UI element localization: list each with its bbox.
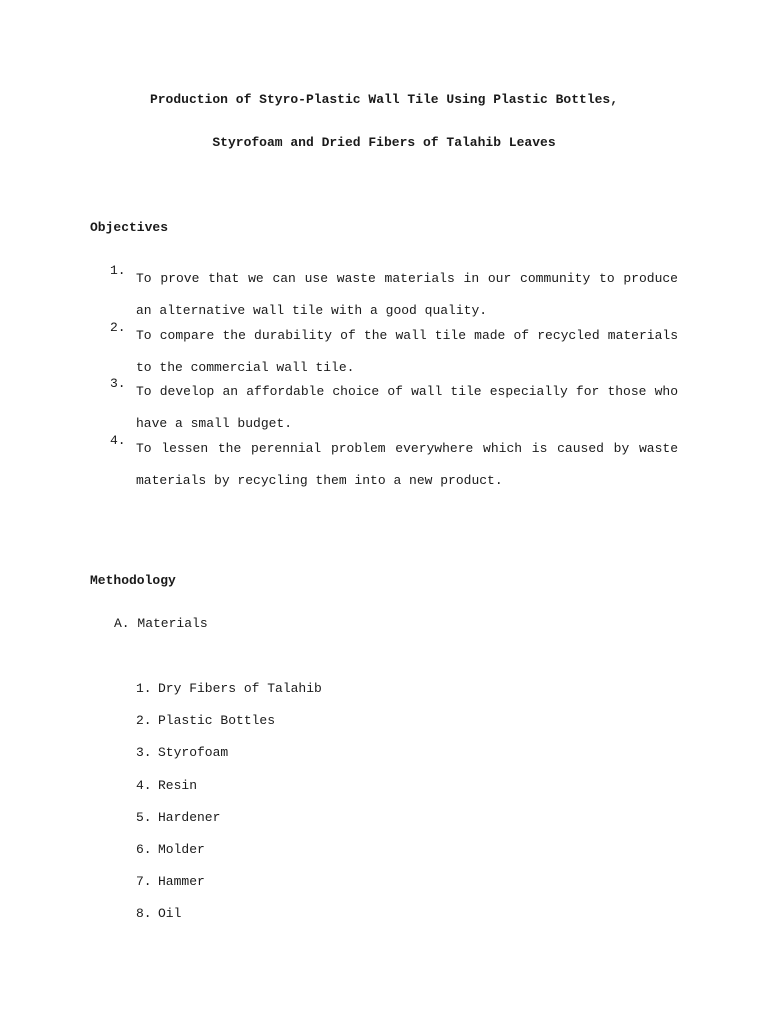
list-item: [136, 842, 322, 874]
methodology-heading: Methodology: [90, 573, 176, 588]
document-title-line-1: Production of Styro-Plastic Wall Tile Using Plastic Bottles,: [149, 92, 619, 107]
list-item-number: 8.: [136, 906, 152, 922]
list-item: [136, 874, 322, 906]
objective-text: To compare the durability of the wall tile made of recycled materials to the commercial wall tile.: [136, 327, 678, 375]
list-item-number: 3.: [136, 745, 152, 761]
list-item-number: 2.: [136, 713, 152, 729]
objective-item-4: [110, 433, 678, 498]
document-title-line-2: Styrofoam and Dried Fibers of Talahib Leaves: [212, 135, 556, 150]
list-item-text: Plastic Bottles: [158, 713, 276, 729]
list-item: [136, 810, 322, 842]
list-item-number: 1.: [136, 681, 152, 696]
list-item: [136, 713, 322, 745]
list-item-text: Hardener: [158, 809, 221, 825]
objective-item-3: [110, 376, 678, 441]
objective-text: To develop an affordable choice of wall tile especially for those who have a small budget.: [136, 384, 678, 432]
objectives-list: [110, 263, 678, 497]
list-item-number: 6.: [136, 841, 152, 857]
objective-item-2: [110, 320, 678, 385]
list-item-number: 5.: [136, 809, 152, 825]
list-item-number: 4.: [136, 777, 152, 793]
list-item-text: Oil: [158, 906, 182, 922]
list-item: [136, 906, 322, 938]
objective-number: 4.: [110, 432, 126, 448]
materials-list: [136, 681, 322, 939]
objective-number: 3.: [110, 376, 126, 392]
list-item-text: Molder: [158, 841, 205, 857]
list-item: [136, 745, 322, 777]
objective-number: 1.: [110, 263, 126, 278]
objective-item-1: [110, 263, 678, 328]
list-item: [136, 778, 322, 810]
list-item-text: Dry Fibers of Talahib: [158, 681, 322, 696]
objective-text: To lessen the perennial problem everywhere which is caused by waste materials by recycling them into a new product.: [136, 440, 678, 489]
objectives-heading: Objectives: [90, 220, 169, 235]
list-item: [136, 681, 322, 713]
list-item-text: Resin: [158, 777, 198, 793]
list-item-text: Hammer: [158, 874, 205, 890]
objective-text: To prove that we can use waste materials in our community to produce an alternative wall tile with a good quality.: [136, 271, 678, 319]
materials-subheading: A. Materials: [114, 616, 208, 631]
list-item-text: Styrofoam: [158, 745, 229, 761]
objective-number: 2.: [110, 319, 126, 335]
list-item-number: 7.: [136, 874, 152, 890]
